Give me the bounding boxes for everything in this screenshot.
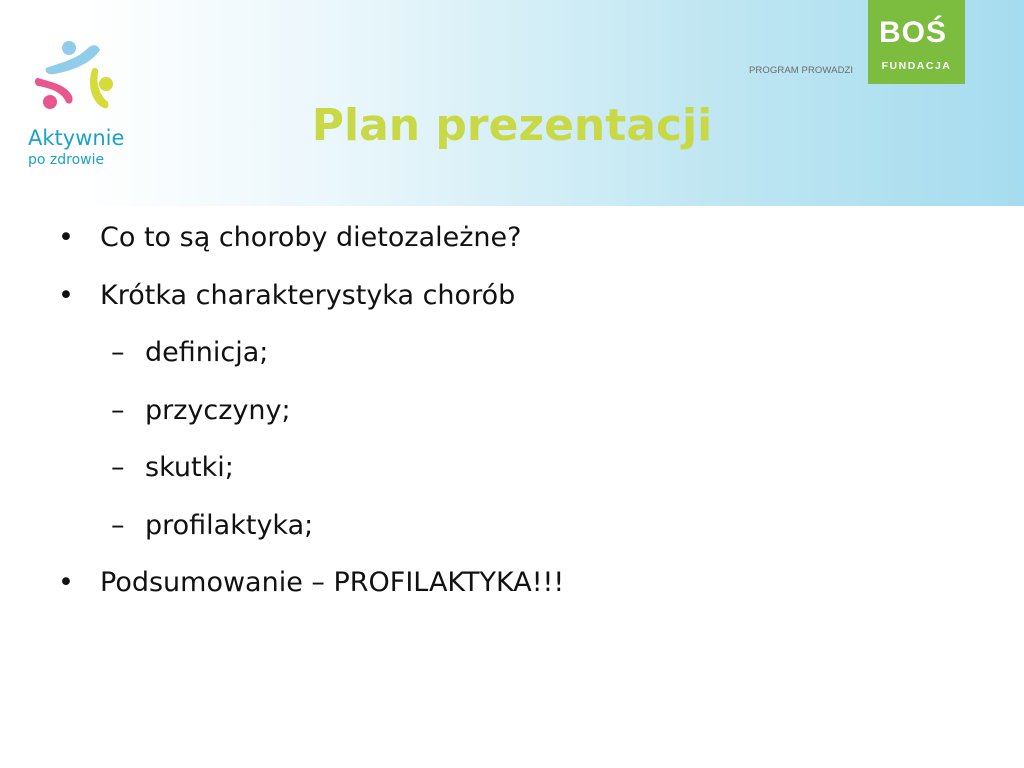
bullet-text: Podsumowanie – PROFILAKTYKA!!! <box>100 567 565 598</box>
bullet-text: Co to są choroby dietozależne? <box>100 222 522 253</box>
slide-title: Plan prezentacji <box>311 100 713 151</box>
bullet-marker: • <box>58 567 74 598</box>
bos-logo-mark <box>868 8 965 52</box>
dash-marker: – <box>111 394 125 426</box>
logo-name-main: Aktywnie <box>28 126 125 150</box>
bullet-marker: • <box>58 279 74 311</box>
bos-caption: FUNDACJA <box>881 60 952 72</box>
slide-header <box>0 0 1024 206</box>
dash-marker: – <box>111 337 125 368</box>
sub-bullet-item <box>111 509 314 541</box>
sub-bullet-item <box>111 452 234 483</box>
bos-mark-text: BOŚ <box>879 16 948 49</box>
bullet-text: skutki; <box>145 452 234 483</box>
bullet-item <box>58 222 522 253</box>
active-figures-icon <box>32 40 132 120</box>
aktywnie-po-zdrowie-logo <box>28 40 148 180</box>
bullet-item <box>58 567 565 598</box>
bullet-item <box>58 279 516 311</box>
bullet-text: definicja; <box>145 337 269 368</box>
program-label: PROGRAM PROWADZI <box>749 65 854 76</box>
bullet-marker: • <box>58 222 74 253</box>
bullet-text: Krótka charakterystyka chorób <box>100 279 516 311</box>
sub-bullet-item <box>111 394 291 426</box>
bullet-text: profilaktyka; <box>145 509 314 541</box>
sub-bullet-item <box>111 337 269 368</box>
bullet-text: przyczyny; <box>145 394 291 426</box>
logo-name-sub: po zdrowie <box>28 152 105 168</box>
bos-fundacja-logo <box>868 0 965 84</box>
dash-marker: – <box>111 509 125 541</box>
dash-marker: – <box>111 452 125 483</box>
